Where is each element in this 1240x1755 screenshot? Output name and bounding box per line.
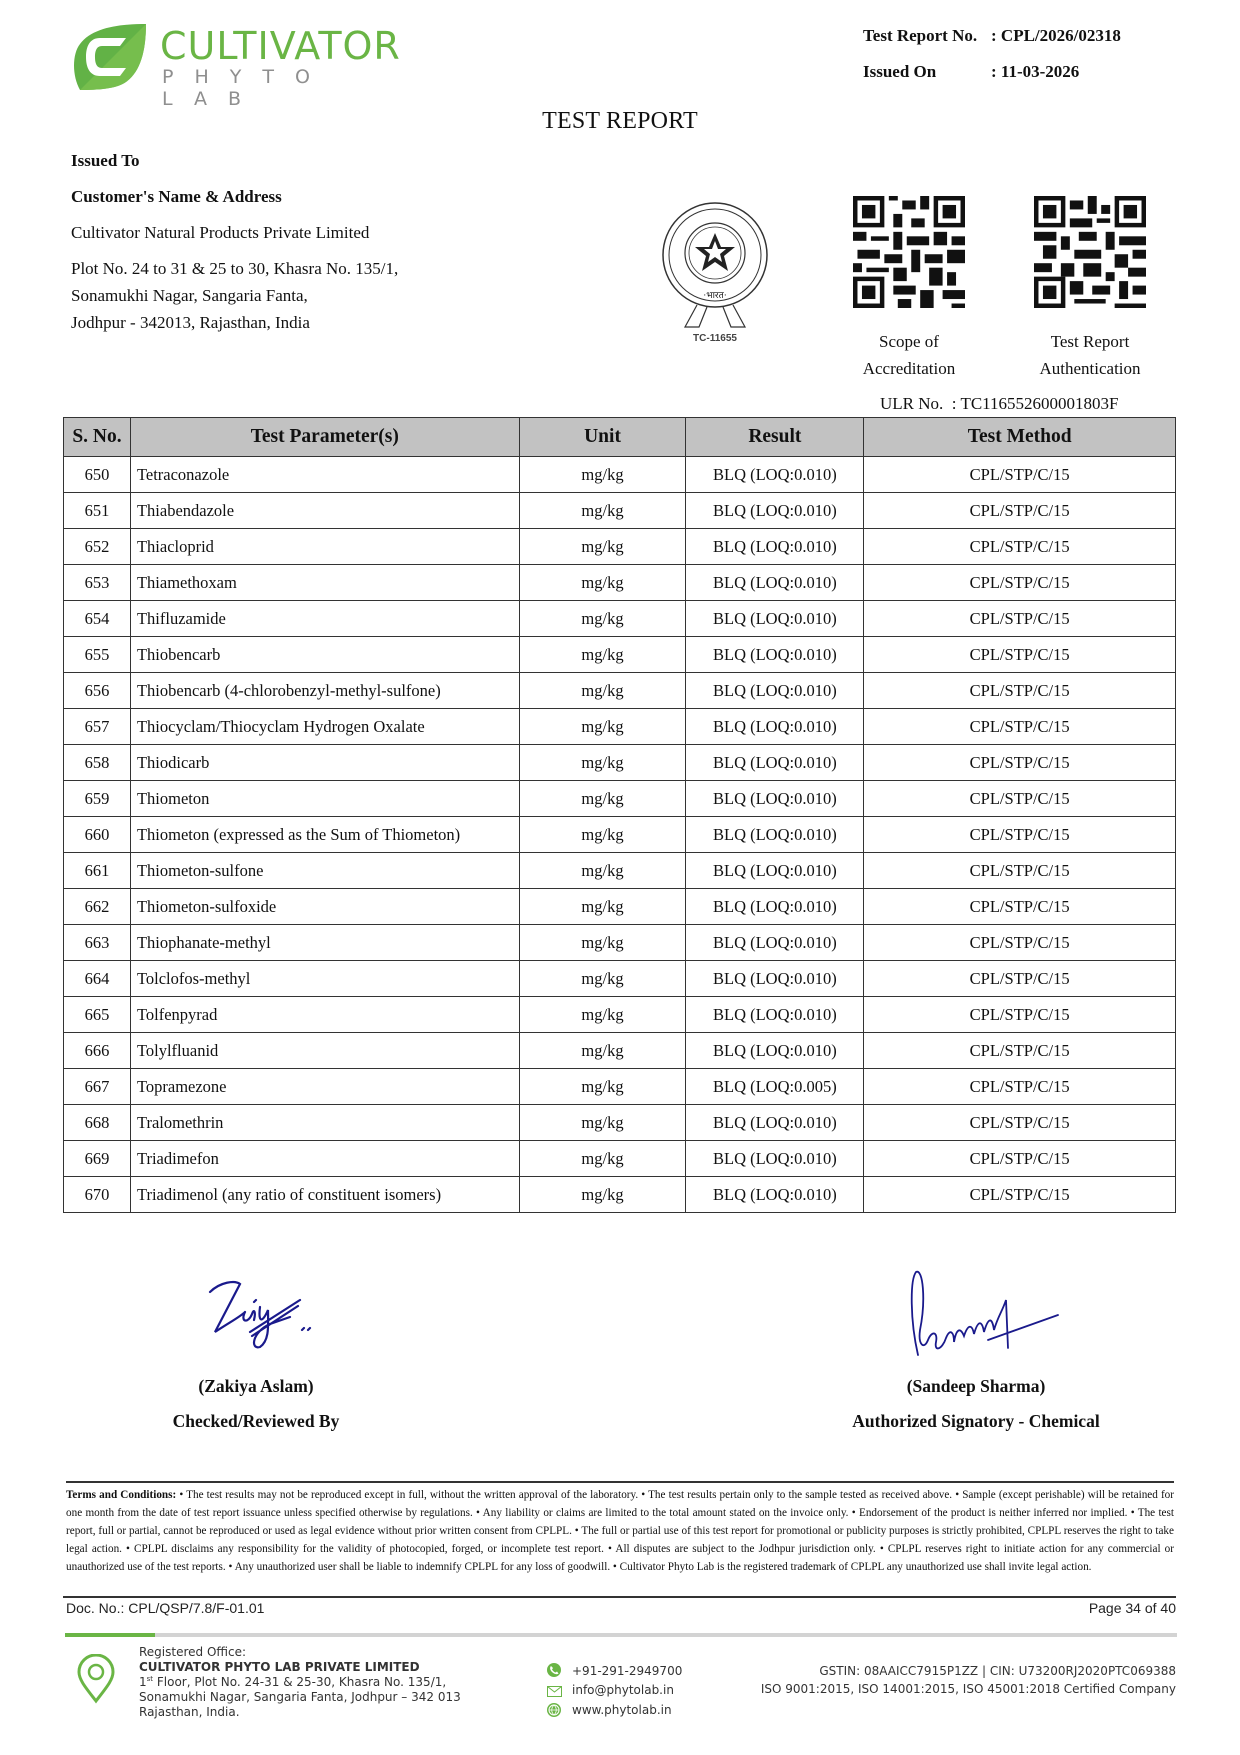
cell-method: CPL/STP/C/15 [864,997,1176,1033]
accreditation-seal-icon [655,195,775,345]
cell-sno: 660 [64,817,131,853]
terms-and-conditions [66,1481,1174,1576]
cell-unit: mg/kg [519,1033,686,1069]
cell-result: BLQ (LOQ:0.010) [686,529,864,565]
cell-unit: mg/kg [519,889,686,925]
cell-method: CPL/STP/C/15 [864,457,1176,493]
report-no-label: Test Report No. [863,26,978,45]
cell-sno: 662 [64,889,131,925]
signatory-role: Authorized Signatory - Chemical [852,1411,1100,1431]
table-row [64,961,1176,997]
cell-method: CPL/STP/C/15 [864,961,1176,997]
table-row [64,781,1176,817]
cell-result: BLQ (LOQ:0.010) [686,961,864,997]
cell-unit: mg/kg [519,565,686,601]
qr-caption-line: Accreditation [862,359,956,378]
iso-certifications: ISO 9001:2015, ISO 14001:2015, ISO 45001:2018 Certified Company [760,1682,1176,1696]
office-floor-number: 1 [139,1675,147,1689]
accreditation-seal [655,195,775,345]
cell-sno: 657 [64,709,131,745]
cell-sno: 661 [64,853,131,889]
cell-result: BLQ (LOQ:0.010) [686,1033,864,1069]
table-row [64,709,1176,745]
issued-to-heading: Issued To [71,151,140,170]
cell-method: CPL/STP/C/15 [864,853,1176,889]
cell-parameter: Thiobencarb [130,637,519,673]
ulr-number [880,394,1119,414]
cell-method: CPL/STP/C/15 [864,565,1176,601]
cell-result: BLQ (LOQ:0.005) [686,1069,864,1105]
table-row [64,457,1176,493]
issued-on-value: : 11-03-2026 [991,62,1080,81]
cell-unit: mg/kg [519,493,686,529]
cell-parameter: Tolfenpyrad [130,997,519,1033]
cell-result: BLQ (LOQ:0.010) [686,1177,864,1213]
cell-unit: mg/kg [519,853,686,889]
page-title: TEST REPORT [542,108,698,134]
cell-result: BLQ (LOQ:0.010) [686,673,864,709]
office-floor-suffix: st [146,1675,154,1683]
cell-result: BLQ (LOQ:0.010) [686,493,864,529]
column-header-result: Result [686,418,864,457]
cell-parameter: Thiobencarb (4-chlorobenzyl-methyl-sulfone) [130,673,519,709]
cell-sno: 650 [64,457,131,493]
cell-result: BLQ (LOQ:0.010) [686,925,864,961]
cell-parameter: Thifluzamide [130,601,519,637]
brand-subname: PHYTO LAB [162,66,331,110]
cell-sno: 651 [64,493,131,529]
table-row [64,1141,1176,1177]
office-phone[interactable]: +91-291-2949700 [572,1664,683,1678]
cell-method: CPL/STP/C/15 [864,781,1176,817]
table-row [64,889,1176,925]
results-table [63,417,1176,1213]
signatory-name: (Sandeep Sharma) [906,1376,1046,1396]
cell-method: CPL/STP/C/15 [864,745,1176,781]
table-row [64,637,1176,673]
ulr-label: ULR No. [880,394,944,413]
cell-result: BLQ (LOQ:0.010) [686,817,864,853]
cell-unit: mg/kg [519,961,686,997]
cell-sno: 670 [64,1177,131,1213]
column-header-sno: S. No. [64,418,131,457]
cell-result: BLQ (LOQ:0.010) [686,853,864,889]
cell-method: CPL/STP/C/15 [864,529,1176,565]
cell-parameter: Topramezone [130,1069,519,1105]
cell-unit: mg/kg [519,637,686,673]
cell-sno: 654 [64,601,131,637]
qr-caption-line: Authentication [1039,359,1141,378]
cell-parameter: Tolylfluanid [130,1033,519,1069]
terms-text: • The test results may not be reproduced except in full, without the written approval of the laboratory. • The test results pertain only to the sample tested as received above. • Sample (except perishable) will be retained for one month from the date of test report issuance unless specified otherwise by regulations. • Any liability or claims are limited to the total amount stated on the invoice only. • Endorsement of the product is neither inferred nor implied. • The test report, full or partial, cannot be reproduced or used as legal evidence without prior written consent from CPLPL. • The full or partial use of this test report for promotional or publicity purposes is strictly prohibited, CPLPL reserves the right to take legal action. • CPLPL disclaims any responsibility for the validity of photocopied, forged, or incomplete test report. • All disputes are subject to the Jodhpur jurisdiction only. • CPLPL reserves right to initiate action for any commercial or unauthorized use of the test reports. • Any unauthorized user shall be liable to indemnify CPLPL for any loss of goodwill. • Cultivator Phyto Lab is the registered trademark of CPLPL any unauthorized use shall invite legal action. [66,1489,1174,1573]
terms-label: Terms and Conditions: [66,1489,177,1501]
table-row [64,565,1176,601]
cell-result: BLQ (LOQ:0.010) [686,1141,864,1177]
cell-unit: mg/kg [519,745,686,781]
cell-result: BLQ (LOQ:0.010) [686,457,864,493]
table-row [64,493,1176,529]
report-no-value: : CPL/2026/02318 [991,26,1121,45]
cell-parameter: Tetraconazole [130,457,519,493]
office-address-line: Sonamukhi Nagar, Sangaria Fanta, Jodhpur – 342 013 [139,1690,461,1704]
terms-divider [63,1596,1176,1598]
office-address-text: Floor, Plot No. 24-31 & 25-30, Khasra No. 135/1, [153,1675,447,1689]
office-label: Registered Office: [139,1645,247,1659]
table-row [64,601,1176,637]
cell-method: CPL/STP/C/15 [864,1105,1176,1141]
brand-name: CULTIVATOR [160,24,401,68]
office-email[interactable]: info@phytolab.in [572,1683,674,1697]
signature-zakiya [190,1262,340,1352]
cell-unit: mg/kg [519,529,686,565]
qr-caption-line: Scope of [879,332,939,351]
customer-heading: Customer's Name & Address [71,187,282,206]
office-address-line: Rajasthan, India. [139,1705,240,1719]
footer-bar-accent [65,1633,155,1637]
cell-parameter: Thiometon (expressed as the Sum of Thiometon) [130,817,519,853]
table-row [64,673,1176,709]
cell-parameter: Thiometon-sulfone [130,853,519,889]
table-row [64,1105,1176,1141]
cell-unit: mg/kg [519,709,686,745]
cell-result: BLQ (LOQ:0.010) [686,565,864,601]
ulr-value: : TC116552600001803F [951,394,1119,413]
cell-unit: mg/kg [519,457,686,493]
customer-address-line: Plot No. 24 to 31 & 25 to 30, Khasra No. 135/1, [71,259,399,278]
cell-unit: mg/kg [519,601,686,637]
cell-parameter: Triadimenol (any ratio of constituent isomers) [130,1177,519,1213]
table-row [64,853,1176,889]
cell-unit: mg/kg [519,781,686,817]
seal-code: TC-11655 [693,333,737,344]
qr-caption-line: Test Report [1050,332,1130,351]
table-row [64,745,1176,781]
cell-method: CPL/STP/C/15 [864,1069,1176,1105]
cell-parameter: Tolclofos-methyl [130,961,519,997]
office-company: CULTIVATOR PHYTO LAB PRIVATE LIMITED [139,1660,420,1674]
cell-result: BLQ (LOQ:0.010) [686,889,864,925]
column-header-unit: Unit [519,418,686,457]
cell-method: CPL/STP/C/15 [864,817,1176,853]
cell-result: BLQ (LOQ:0.010) [686,601,864,637]
cell-sno: 665 [64,997,131,1033]
qr-test-report-authentication[interactable] [1034,196,1146,313]
cell-result: BLQ (LOQ:0.010) [686,637,864,673]
cell-method: CPL/STP/C/15 [864,1033,1176,1069]
cell-unit: mg/kg [519,1141,686,1177]
cell-parameter: Thiamethoxam [130,565,519,601]
table-row [64,925,1176,961]
cell-method: CPL/STP/C/15 [864,889,1176,925]
cell-sno: 663 [64,925,131,961]
cell-result: BLQ (LOQ:0.010) [686,997,864,1033]
qr-caption-scope [824,328,994,382]
globe-icon [547,1703,561,1717]
cell-method: CPL/STP/C/15 [864,1141,1176,1177]
column-header-parameter: Test Parameter(s) [130,418,519,457]
signature-icon [898,1260,1068,1360]
cell-unit: mg/kg [519,925,686,961]
leaf-logo-icon [70,24,148,90]
office-address-line [139,1675,446,1689]
cell-method: CPL/STP/C/15 [864,601,1176,637]
table-row [64,1033,1176,1069]
cell-sno: 655 [64,637,131,673]
cell-method: CPL/STP/C/15 [864,925,1176,961]
cell-result: BLQ (LOQ:0.010) [686,1105,864,1141]
signature-icon [190,1262,340,1352]
gstin-cin: GSTIN: 08AAICC7915P1ZZ | CIN: U73200RJ2020PTC069388 [819,1664,1176,1678]
cell-sno: 664 [64,961,131,997]
cell-unit: mg/kg [519,997,686,1033]
footer-bar [155,1633,1177,1637]
qr-code-icon [853,196,965,308]
table-row [64,997,1176,1033]
cell-parameter: Thiocyclam/Thiocyclam Hydrogen Oxalate [130,709,519,745]
table-header-row [64,418,1176,457]
cell-method: CPL/STP/C/15 [864,709,1176,745]
cell-sno: 658 [64,745,131,781]
cell-sno: 653 [64,565,131,601]
cell-parameter: Thiacloprid [130,529,519,565]
cell-unit: mg/kg [519,673,686,709]
qr-scope-of-accreditation[interactable] [853,196,965,313]
cell-unit: mg/kg [519,817,686,853]
email-icon [547,1684,562,1695]
cell-method: CPL/STP/C/15 [864,673,1176,709]
table-row [64,529,1176,565]
cell-parameter: Thiodicarb [130,745,519,781]
cell-unit: mg/kg [519,1069,686,1105]
cell-method: CPL/STP/C/15 [864,637,1176,673]
cell-sno: 668 [64,1105,131,1141]
phone-icon [547,1663,561,1677]
cell-parameter: Thiabendazole [130,493,519,529]
issued-on-label: Issued On [863,62,937,81]
table-body [64,457,1176,1213]
column-header-method: Test Method [864,418,1176,457]
doc-number: Doc. No.: CPL/QSP/7.8/F-01.01 [66,1600,265,1616]
table-row [64,1069,1176,1105]
cell-method: CPL/STP/C/15 [864,1177,1176,1213]
table-row [64,817,1176,853]
seal-bharat-text: ·भारत· [703,290,727,300]
customer-company: Cultivator Natural Products Private Limited [71,223,370,242]
table-row [64,1177,1176,1213]
company-logo [70,24,420,110]
cell-parameter: Thiometon-sulfoxide [130,889,519,925]
cell-sno: 666 [64,1033,131,1069]
cell-sno: 652 [64,529,131,565]
cell-parameter: Thiophanate-methyl [130,925,519,961]
cell-sno: 656 [64,673,131,709]
cell-result: BLQ (LOQ:0.010) [686,745,864,781]
signature-sandeep [898,1260,1068,1360]
location-pin-icon [76,1654,116,1704]
cell-method: CPL/STP/C/15 [864,493,1176,529]
cell-sno: 659 [64,781,131,817]
cell-parameter: Tralomethrin [130,1105,519,1141]
cell-unit: mg/kg [519,1177,686,1213]
qr-code-icon [1034,196,1146,308]
cell-result: BLQ (LOQ:0.010) [686,781,864,817]
qr-caption-authentication [1005,328,1175,382]
cell-sno: 669 [64,1141,131,1177]
cell-sno: 667 [64,1069,131,1105]
signatory-role: Checked/Reviewed By [172,1411,340,1431]
page-number: Page 34 of 40 [1088,1600,1176,1616]
customer-address-line: Sonamukhi Nagar, Sangaria Fanta, [71,286,308,305]
cell-parameter: Thiometon [130,781,519,817]
cell-result: BLQ (LOQ:0.010) [686,709,864,745]
signatory-name: (Zakiya Aslam) [198,1376,314,1396]
office-website[interactable]: www.phytolab.in [572,1703,672,1717]
customer-address-line: Jodhpur - 342013, Rajasthan, India [71,313,310,332]
cell-parameter: Triadimefon [130,1141,519,1177]
cell-unit: mg/kg [519,1105,686,1141]
